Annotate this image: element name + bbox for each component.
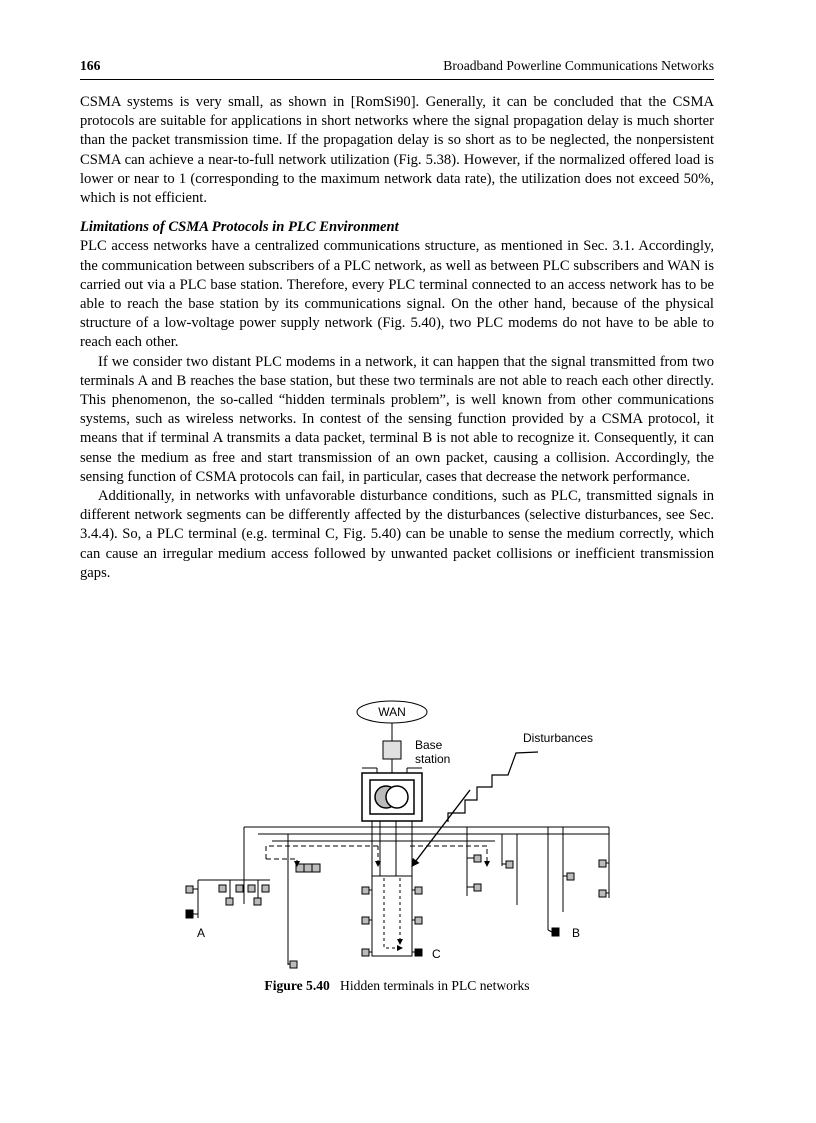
outlet-icon (248, 885, 255, 892)
outlet-icon (219, 885, 226, 892)
outlet-icon (362, 917, 369, 924)
multi-outlet-icon (296, 864, 320, 872)
paragraph-4: Additionally, in networks with unfavorable disturbance conditions, such as PLC, transmitted signals in different network segments can be differently affected by the disturbances (selective disturbances, see Sec. 3.4.4). So, a PLC terminal (e.g. terminal C, Fig. 5.40) can be unable to sense the medium correctly, which can cause an irregular medium access followed by unwanted packet collisions or inefficient transmission gaps. (80, 488, 714, 581)
outlet-icon (567, 873, 574, 880)
caption-text: Hidden terminals in PLC networks (340, 978, 530, 993)
outlet-icon (506, 861, 513, 868)
terminal-a-label: A (197, 926, 206, 940)
base-station-label-2: station (415, 752, 451, 766)
wan-label: WAN (378, 705, 406, 719)
terminal-c-label: C (432, 947, 441, 961)
outlet-icon (362, 887, 369, 894)
disturbance-waveform (448, 752, 538, 822)
terminal-c-icon (415, 949, 422, 956)
outlet-icon (415, 887, 422, 894)
terminal-c-segment (372, 876, 412, 956)
network-diagram (175, 695, 625, 980)
outlet-icon (290, 961, 297, 968)
signal-path-a-drop (266, 859, 297, 866)
caption-number: Figure 5.40 (264, 978, 330, 993)
transformer-coil-2 (386, 786, 408, 808)
running-header (80, 58, 714, 78)
terminal-a-icon (186, 910, 193, 918)
outlet-icon (186, 886, 193, 893)
signal-path-a (266, 846, 378, 859)
base-station-label-1: Base (415, 738, 443, 752)
base-station-router (383, 741, 401, 759)
running-title: Broadband Powerline Communications Networks (443, 58, 714, 73)
paragraph-2: PLC access networks have a centralized communications structure, as mentioned in Sec. 3.1. Accordingly, the communication between subscribers of a PLC network, as well as between PLC subscribers and WAN is carried out via a PLC base station. Therefore, every PLC terminal connected to an access network has to be able to reach the base station by its communications signal. On the other hand, because of the physical structure of a low-voltage power supply network (Fig. 5.40), two PLC modems do not have to be able to reach each other. (80, 238, 714, 351)
outlet-icon (262, 885, 269, 892)
figure-hidden-terminals (175, 695, 625, 980)
disturbances-label: Disturbances (523, 731, 594, 745)
outlet-icon (415, 917, 422, 924)
body-text (80, 93, 714, 583)
paragraph-3: If we consider two distant PLC modems in a network, it can happen that the signal transmitted from two terminals A and B reaches the base station, but these two terminals are not able to reach each other directly. This phenomenon, the so-called “hidden terminals problem”, is well known from other communications systems, such as wireless networks. In contest of the sensing function provided by a CSMA protocol, it means that if terminal A transmits a data packet, terminal B is not able to recognize it. Consequently, it can sense the medium as free and start transmission of an own packet, causing a collision. Accordingly, the sensing function of CSMA protocols can fail, in particular, cases that decrease the network performance. (80, 353, 714, 485)
outlet-icon (254, 898, 261, 905)
header-rule (80, 79, 714, 80)
page-number: 166 (80, 58, 101, 73)
outlet-icon (474, 855, 481, 862)
terminal-b-icon (552, 928, 559, 936)
terminal-b-label: B (572, 926, 581, 940)
outlet-icon (236, 885, 243, 892)
paragraph-1: CSMA systems is very small, as shown in [RomSi90]. Generally, it can be concluded that the CSMA protocols are suitable for applications in short networks where the signal propagation delay is much shorter than the packet transmission time. If the propagation delay is so short as to be neglected, the nonpersistent CSMA can achieve a near-to-full network utilization (Fig. 5.38). However, if the normalized offered load is lower or near to 1 (corresponding to the maximum network data rate), the utilization does not exceed 50%, which is not efficient. (80, 94, 714, 207)
figure-caption (80, 978, 714, 994)
outlet-icon (599, 860, 606, 867)
section-heading: Limitations of CSMA Protocols in PLC Environment (80, 219, 399, 236)
outlet-icon (474, 884, 481, 891)
outlet-icon (599, 890, 606, 897)
outlet-icon (362, 949, 369, 956)
outlet-icon (226, 898, 233, 905)
